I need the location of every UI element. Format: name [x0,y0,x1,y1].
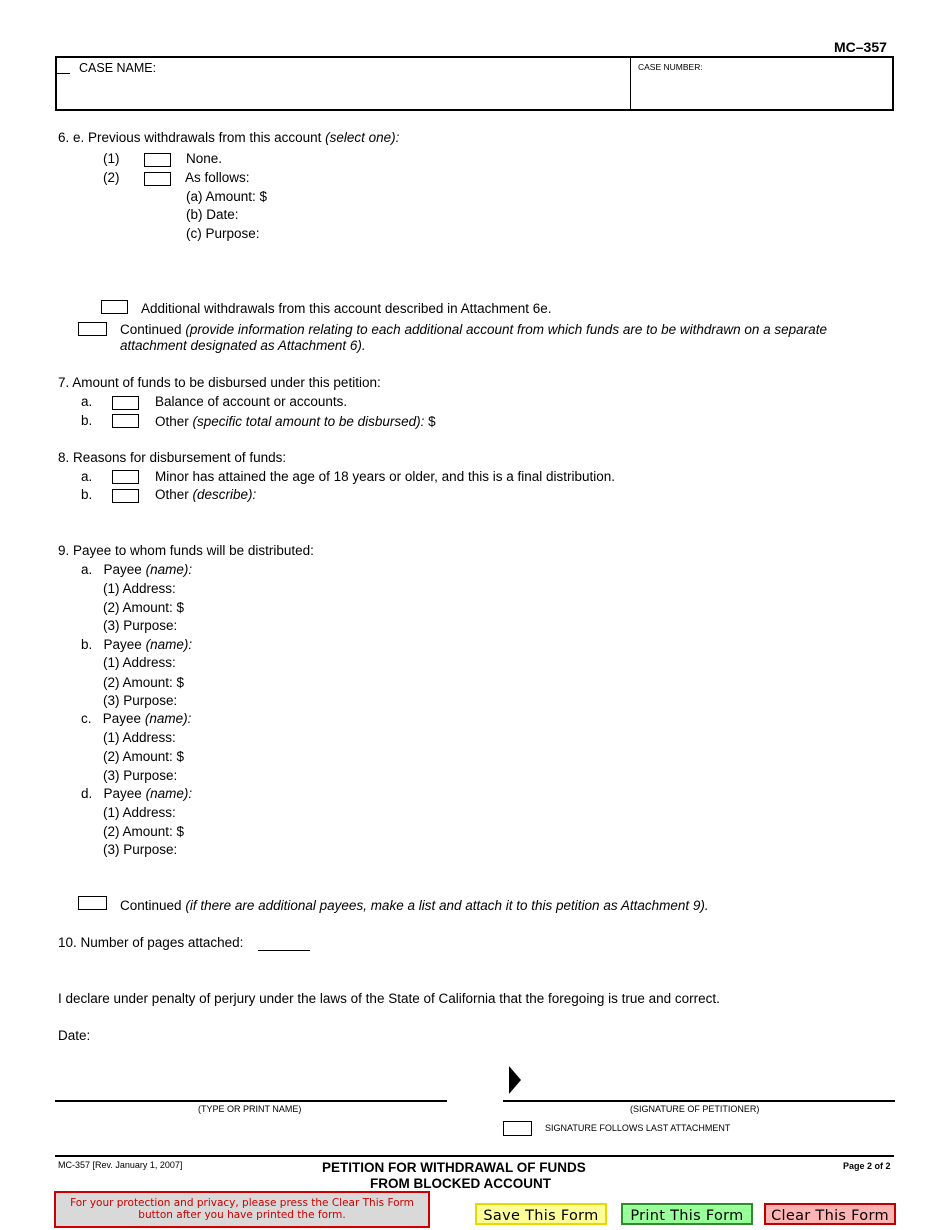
item-6e-opt2-num: (2) [103,170,120,185]
payee-name-note: (name): [145,786,193,801]
payee-d-line [81,786,192,801]
payee-name-note: (name): [144,711,192,726]
item-8b-note: (describe): [192,487,257,502]
print-form-button[interactable]: Print This Form [621,1203,753,1225]
item-8-title: 8. Reasons for disbursement of funds: [58,450,287,465]
item-6-continued-checkbox[interactable] [78,322,107,336]
item-9-continued-line [120,898,709,913]
payee-purpose: (3) Purpose: [103,693,178,708]
item-7b-line [155,414,436,429]
item-8a-label: Minor has attained the age of 18 years or older, and this is a final distribution. [155,469,616,484]
payee-c-line [81,711,191,726]
item-6e-title-note: (select one): [325,130,400,145]
item-6-continued-line1 [120,322,827,337]
item-6-continued-note1: (provide information relating to each additional account from which funds are to be withdrawn on a separate [185,322,827,337]
payee-purpose: (3) Purpose: [103,618,178,633]
case-name-label: CASE NAME: [79,61,157,75]
signature-arrow-icon [509,1066,521,1094]
case-name-tick [57,73,70,74]
footer-rule [55,1155,894,1157]
case-number-label: CASE NUMBER: [638,62,703,72]
item-7a-letter: a. [81,394,93,409]
privacy-notice-line2: button after you have printed the form. [138,1209,346,1221]
payee-amount: (2) Amount: $ [103,600,185,615]
payee-letter: d. [81,786,93,801]
payee-amount: (2) Amount: $ [103,675,185,690]
item-6e-title-text: 6. e. Previous withdrawals from this account [58,130,322,145]
payee-amount: (2) Amount: $ [103,749,185,764]
item-6e-additional-label: Additional withdrawals from this account described in Attachment 6e. [141,301,552,316]
item-7b-letter: b. [81,413,93,428]
item-6e-opt1-label: None. [186,151,223,166]
item-8b-letter: b. [81,487,93,502]
privacy-notice-line1: For your protection and privacy, please press the Clear This Form [70,1197,414,1209]
item-9-title: 9. Payee to whom funds will be distributed: [58,543,314,558]
payee-address: (1) Address: [103,730,176,745]
payee-amount: (2) Amount: $ [103,824,185,839]
payee-address: (1) Address: [103,581,176,596]
item-9-continued-label: Continued [120,898,182,913]
item-8b-line [155,487,256,502]
signature-line[interactable] [503,1100,895,1102]
item-6e-additional-checkbox[interactable] [101,300,128,314]
footer-page-number: Page 2 of 2 [843,1161,891,1171]
item-7a-label: Balance of account or accounts. [155,394,348,409]
item-6e-purpose-label: (c) Purpose: [186,226,260,241]
payee-letter: a. [81,562,93,577]
item-9-continued-checkbox[interactable] [78,896,107,910]
item-9-continued-note: (if there are additional payees, make a list and attach it to this petition as Attachment 9). [185,898,709,913]
payee-b-line [81,637,192,652]
payee-a-line [81,562,192,577]
item-6e-none-checkbox[interactable] [144,153,171,167]
item-8b-label: Other [155,487,189,502]
item-10-title: 10. Number of pages attached: [58,935,244,950]
payee-name-note: (name): [145,637,193,652]
item-8a-checkbox[interactable] [112,470,139,484]
signature-follows-label: SIGNATURE FOLLOWS LAST ATTACHMENT [545,1123,731,1133]
item-8b-checkbox[interactable] [112,489,139,503]
signature-caption: (SIGNATURE OF PETITIONER) [630,1104,760,1114]
item-6e-opt2-label: As follows: [185,170,250,185]
item-7-title: 7. Amount of funds to be disbursed under this petition: [58,375,381,390]
payee-address: (1) Address: [103,805,176,820]
pages-attached-field[interactable] [258,950,310,951]
item-6-continued-line2 [120,338,366,353]
payee-name-note: (name): [145,562,193,577]
payee-letter: b. [81,637,93,652]
item-6-continued-note2: attachment designated as Attachment 6). [120,338,366,353]
item-6e-title [58,130,399,145]
clear-form-button[interactable]: Clear This Form [764,1203,896,1225]
item-8a-letter: a. [81,469,93,484]
payee-label: Payee [103,562,142,577]
payee-label: Payee [102,711,142,726]
footer-title-2: FROM BLOCKED ACCOUNT [370,1176,551,1191]
payee-purpose: (3) Purpose: [103,842,178,857]
form-number: MC–357 [834,39,887,55]
payee-letter: c. [81,711,92,726]
signature-follows-checkbox[interactable] [503,1121,532,1136]
name-caption: (TYPE OR PRINT NAME) [198,1104,302,1114]
date-label: Date: [58,1028,91,1043]
item-7b-note: (specific total amount to be disbursed): [192,414,425,429]
payee-purpose: (3) Purpose: [103,768,178,783]
payee-label: Payee [103,637,142,652]
item-7b-checkbox[interactable] [112,414,139,428]
item-7b-dollar: $ [428,414,436,429]
item-6e-date-label: (b) Date: [186,207,239,222]
case-header-box [55,56,894,111]
name-line[interactable] [55,1100,447,1102]
item-6e-opt1-num: (1) [103,151,120,166]
save-form-button[interactable]: Save This Form [475,1203,607,1225]
item-6e-as-follows-checkbox[interactable] [144,172,171,186]
privacy-notice [54,1191,430,1228]
payee-address: (1) Address: [103,655,176,670]
item-7a-checkbox[interactable] [112,396,139,410]
payee-label: Payee [103,786,142,801]
item-6-continued-label: Continued [120,322,182,337]
footer-revision: MC-357 [Rev. January 1, 2007] [58,1160,183,1170]
item-6e-amount-label: (a) Amount: $ [186,189,268,204]
declaration-text: I declare under penalty of perjury under the laws of the State of California that the foregoing is true and correct. [58,991,720,1006]
item-7b-label: Other [155,414,189,429]
footer-title-1: PETITION FOR WITHDRAWAL OF FUNDS [322,1160,586,1175]
